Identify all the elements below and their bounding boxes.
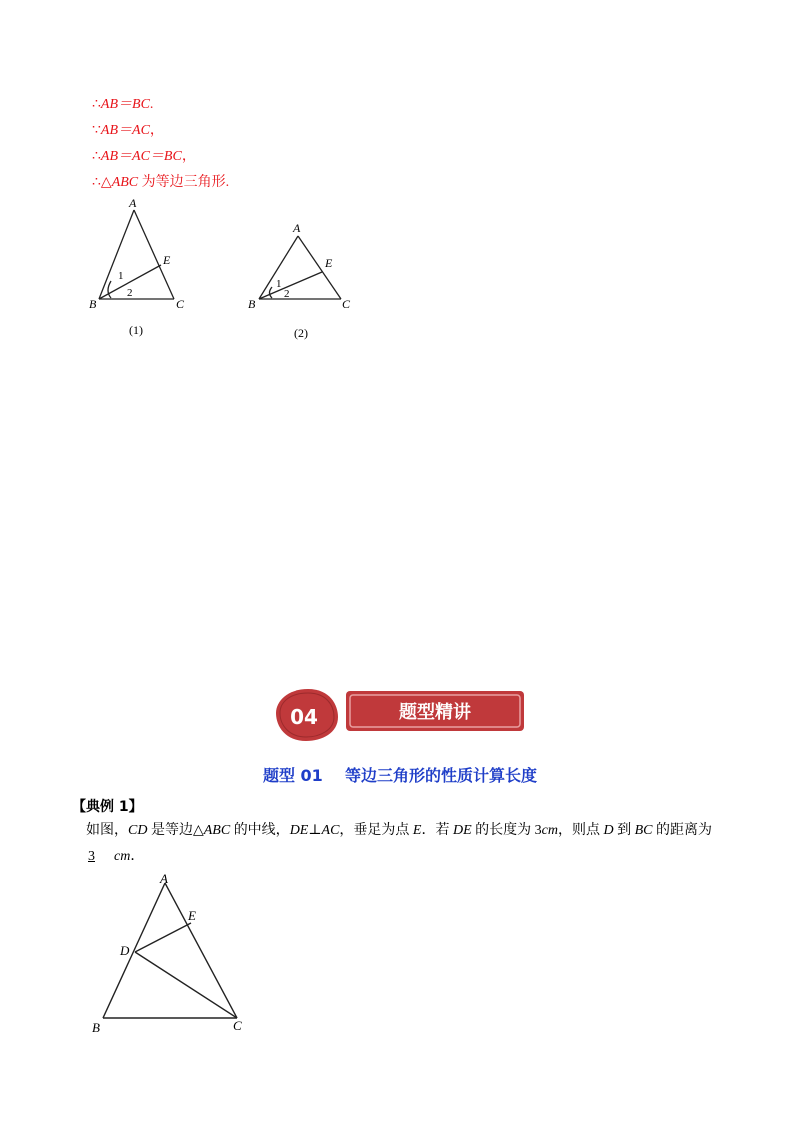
vertex-label-e: E [163, 253, 171, 267]
proof-symbol: ∴ [92, 97, 101, 112]
q-text: ⊥ [308, 823, 322, 838]
q-math: cm [541, 823, 558, 838]
vertex-label-b: B [92, 1020, 100, 1035]
vertex-label-a: A [129, 196, 137, 210]
proof-math: AB＝BC [100, 97, 150, 112]
answer-unit: cm [114, 849, 131, 864]
q-text: ，则点 [557, 823, 604, 838]
vertex-label-a: A [160, 871, 168, 886]
vertex-label-e: E [188, 908, 196, 923]
triangle-figure-3 [80, 862, 270, 1042]
q-math: AC [321, 823, 340, 838]
vertex-label-c: C [233, 1018, 242, 1033]
q-math: E [412, 823, 422, 838]
answer-end: ． [130, 849, 145, 864]
q-math: DE [289, 823, 309, 838]
q-math: BC [634, 823, 653, 838]
proof-math: AB＝AC [100, 123, 150, 138]
vertex-label-e: E [325, 256, 333, 270]
proof-symbol: ∴△ [92, 175, 112, 190]
vertex-label-a: A [293, 221, 301, 235]
section-title: 题型 01 等边三角形的性质计算长度 [262, 766, 538, 785]
proof-symbol: ∴ [92, 149, 101, 164]
q-text: ．若 [421, 823, 453, 838]
section-banner [270, 683, 530, 743]
banner-label: 题型精讲 [399, 702, 471, 723]
answer-blank: 3 [88, 849, 95, 864]
proof-text: ， [149, 123, 164, 138]
angle-label-2: 2 [127, 287, 133, 299]
proof-line-1 [92, 96, 153, 114]
proof-line-2 [92, 122, 164, 140]
banner-number: 04 [290, 705, 318, 729]
figure-caption: (2) [294, 326, 308, 340]
angle-label-2: 2 [284, 288, 290, 300]
vertex-label-b: B [248, 297, 256, 311]
vertex-label-b: B [89, 297, 97, 311]
proof-text: 为等边三角形. [138, 175, 230, 190]
figure-caption: (1) [129, 323, 143, 337]
q-text: 的长度为 3 [471, 823, 542, 838]
vertex-label-d: D [120, 943, 130, 958]
q-text: 是等边△ [147, 823, 204, 838]
q-text: ，垂足为点 [339, 823, 413, 838]
angle-label-1: 1 [118, 270, 124, 282]
q-math: CD [128, 823, 148, 838]
q-math: ABC [203, 823, 231, 838]
proof-line-4 [92, 174, 229, 192]
triangle-figure-1 [80, 193, 200, 343]
proof-text: . [149, 97, 154, 112]
vertex-label-c: C [176, 297, 185, 311]
proof-text: ， [181, 149, 196, 164]
q-math: D [603, 823, 614, 838]
triangle-figure-2 [240, 216, 370, 346]
proof-math: AB＝AC＝BC [100, 149, 182, 164]
example-label: 【典例 1】 [72, 799, 143, 815]
example-question [86, 822, 712, 840]
q-text: 的距离为 [652, 823, 712, 838]
q-text: 到 [613, 823, 635, 838]
angle-label-1: 1 [276, 278, 282, 290]
proof-symbol: ∵ [92, 123, 101, 138]
q-text: 的中线， [230, 823, 290, 838]
q-math: DE [452, 823, 472, 838]
proof-line-3 [92, 148, 196, 166]
vertex-label-c: C [342, 297, 351, 311]
proof-math: ABC [111, 175, 139, 190]
q-text: 如图， [86, 823, 128, 838]
